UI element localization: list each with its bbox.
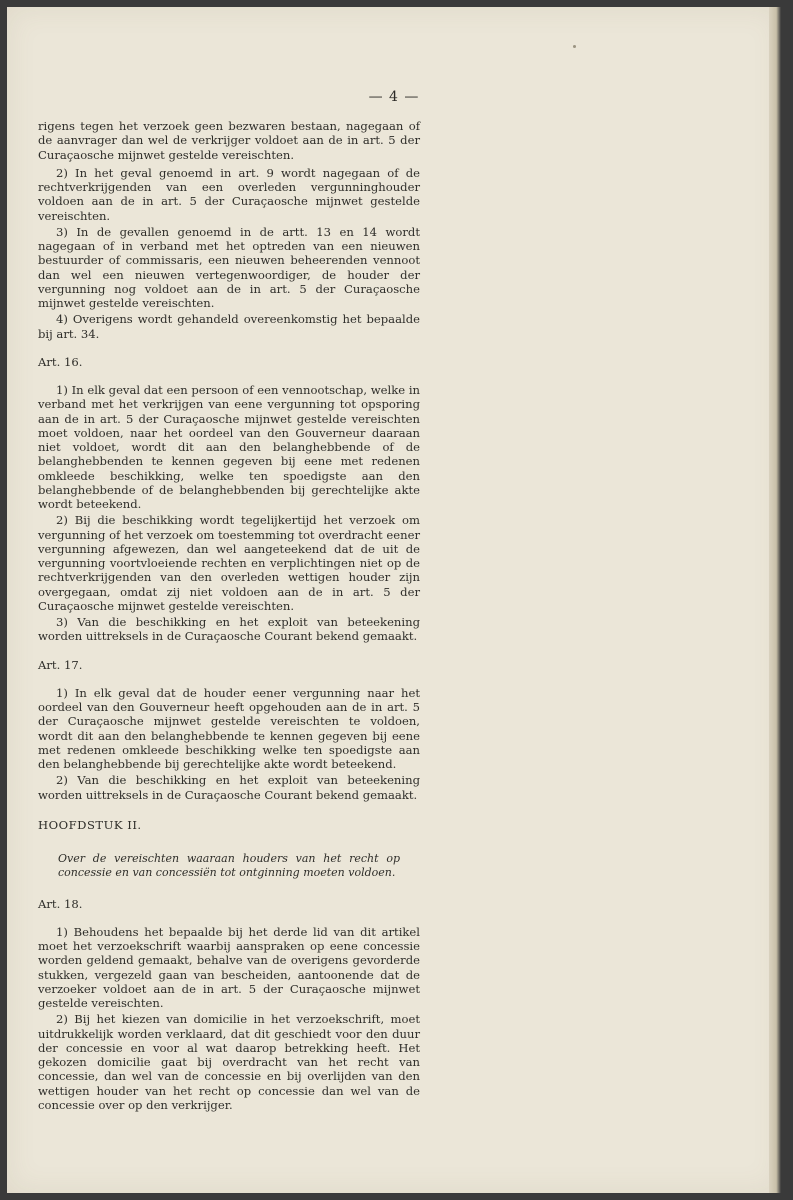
paragraph: 1) In elk geval dat een persoon of een vennootschap, welke in verband met het verkrijgen van eene vergunning tot opsporing aan de in art. 5 der Curaçaosche mijnwet gestelde vereischten moet voldoen, naar het oordeel van den Gouverneur daaraan niet voldoet, wordt dit aan den belanghebbende of de belanghebbenden te kennen gegeven bij eene met redenen omkleede beschikking, welke ten spoedigste aan den belanghebbende of de belanghebbenden bij gerechtelijke akte wordt beteekend. <box>38 383 420 511</box>
paragraph: 2) Bij het kiezen van domicilie in het verzoekschrift, moet uitdrukkelijk worden verklaard, dat dit geschiedt voor den duur der concessie en voor al wat daarop betrekking heeft. Het gekozen domicilie gaat bij overdracht van het recht van concessie, dan wel van de concessie en bij overlijden van den wettigen houder van het recht op concessie dan wel van de concessie over op den verkrijger. <box>38 1012 420 1112</box>
paragraph: 3) Van die beschikking en het exploit van beteekening worden uittreksels in de Curaçaosche Courant bekend gemaakt. <box>38 615 420 644</box>
paragraph: 2) Bij die beschikking wordt tegelijkertijd het verzoek om vergunning of het verzoek om toestemming tot overdracht eener vergunning afgewezen, dan wel aangeteekend dat de uit de vergunning voortvloeiende rechten en verplichtingen niet op de rechtverkrijgenden van den overleden wettigen houder zijn overgegaan, omdat zij niet voldoen aan de in art. 5 der Curaçaosche mijnwet gestelde vereischten. <box>38 513 420 613</box>
article-heading: Art. 18. <box>38 896 83 911</box>
chapter-subtitle: Over de vereischten waaraan houders van het recht op concessie en van concessiën tot ontginning moeten voldoen. <box>58 852 400 880</box>
article-heading: Art. 17. <box>38 657 83 672</box>
paragraph: rigens tegen het verzoek geen bezwaren bestaan, nagegaan of de aanvrager dan wel de verkrijger voldoet aan de in art. 5 der Curaçaosche mijnwet gestelde vereischten. <box>38 119 420 162</box>
page-body <box>38 119 420 1112</box>
page-number: — 4 — <box>368 89 420 105</box>
paragraph: 3) In de gevallen genoemd in de artt. 13 en 14 wordt nagegaan of in verband met het optreden van een nieuwen bestuurder of commissaris, een nieuwen beheerenden vennoot dan wel een nieuwen vertegenwoordiger, de houder der vergunning nog voldoet aan de in art. 5 der Curaçaosche mijnwet gestelde vereischten. <box>38 224 420 310</box>
paragraph: 2) Van die beschikking en het exploit van beteekening worden uittreksels in de Curaçaosche Courant bekend gemaakt. <box>38 773 420 802</box>
paper-speck <box>573 45 576 48</box>
paragraph: 4) Overigens wordt gehandeld overeenkomstig het bepaalde bij art. 34. <box>38 312 420 341</box>
document-page <box>7 7 781 1193</box>
paragraph: 1) Behoudens het bepaalde bij het derde lid van dit artikel moet het verzoekschrift waarbij aanspraken op eene concessie worden geldend gemaakt, behalve van de overigens gevorderde stukken, vergezeld gaan van bescheiden, aantoonende dat de verzoeker voldoet aan de in art. 5 der Curaçaosche mijnwet gestelde vereischten. <box>38 924 420 1010</box>
paragraph: 2) In het geval genoemd in art. 9 wordt nagegaan of de rechtverkrijgenden van een overleden vergunninghouder voldoen aan de in art. 5 der Curaçaosche mijnwet gestelde vereischten. <box>38 165 420 223</box>
article-heading: Art. 16. <box>38 354 83 369</box>
paragraph: 1) In elk geval dat de houder eener vergunning naar het oordeel van den Gouverneur heeft opgehouden aan de in art. 5 der Curaçaosche mijnwet gestelde vereischten te voldoen, wordt dit aan den belanghebbende te kennen gegeven bij eene met redenen omkleede beschikking welke ten spoedigste aan den belanghebbende bij gerechtelijke akte wordt beteekend. <box>38 685 420 771</box>
binding-edge <box>769 7 781 1193</box>
chapter-heading: HOOFDSTUK II. <box>38 817 142 832</box>
